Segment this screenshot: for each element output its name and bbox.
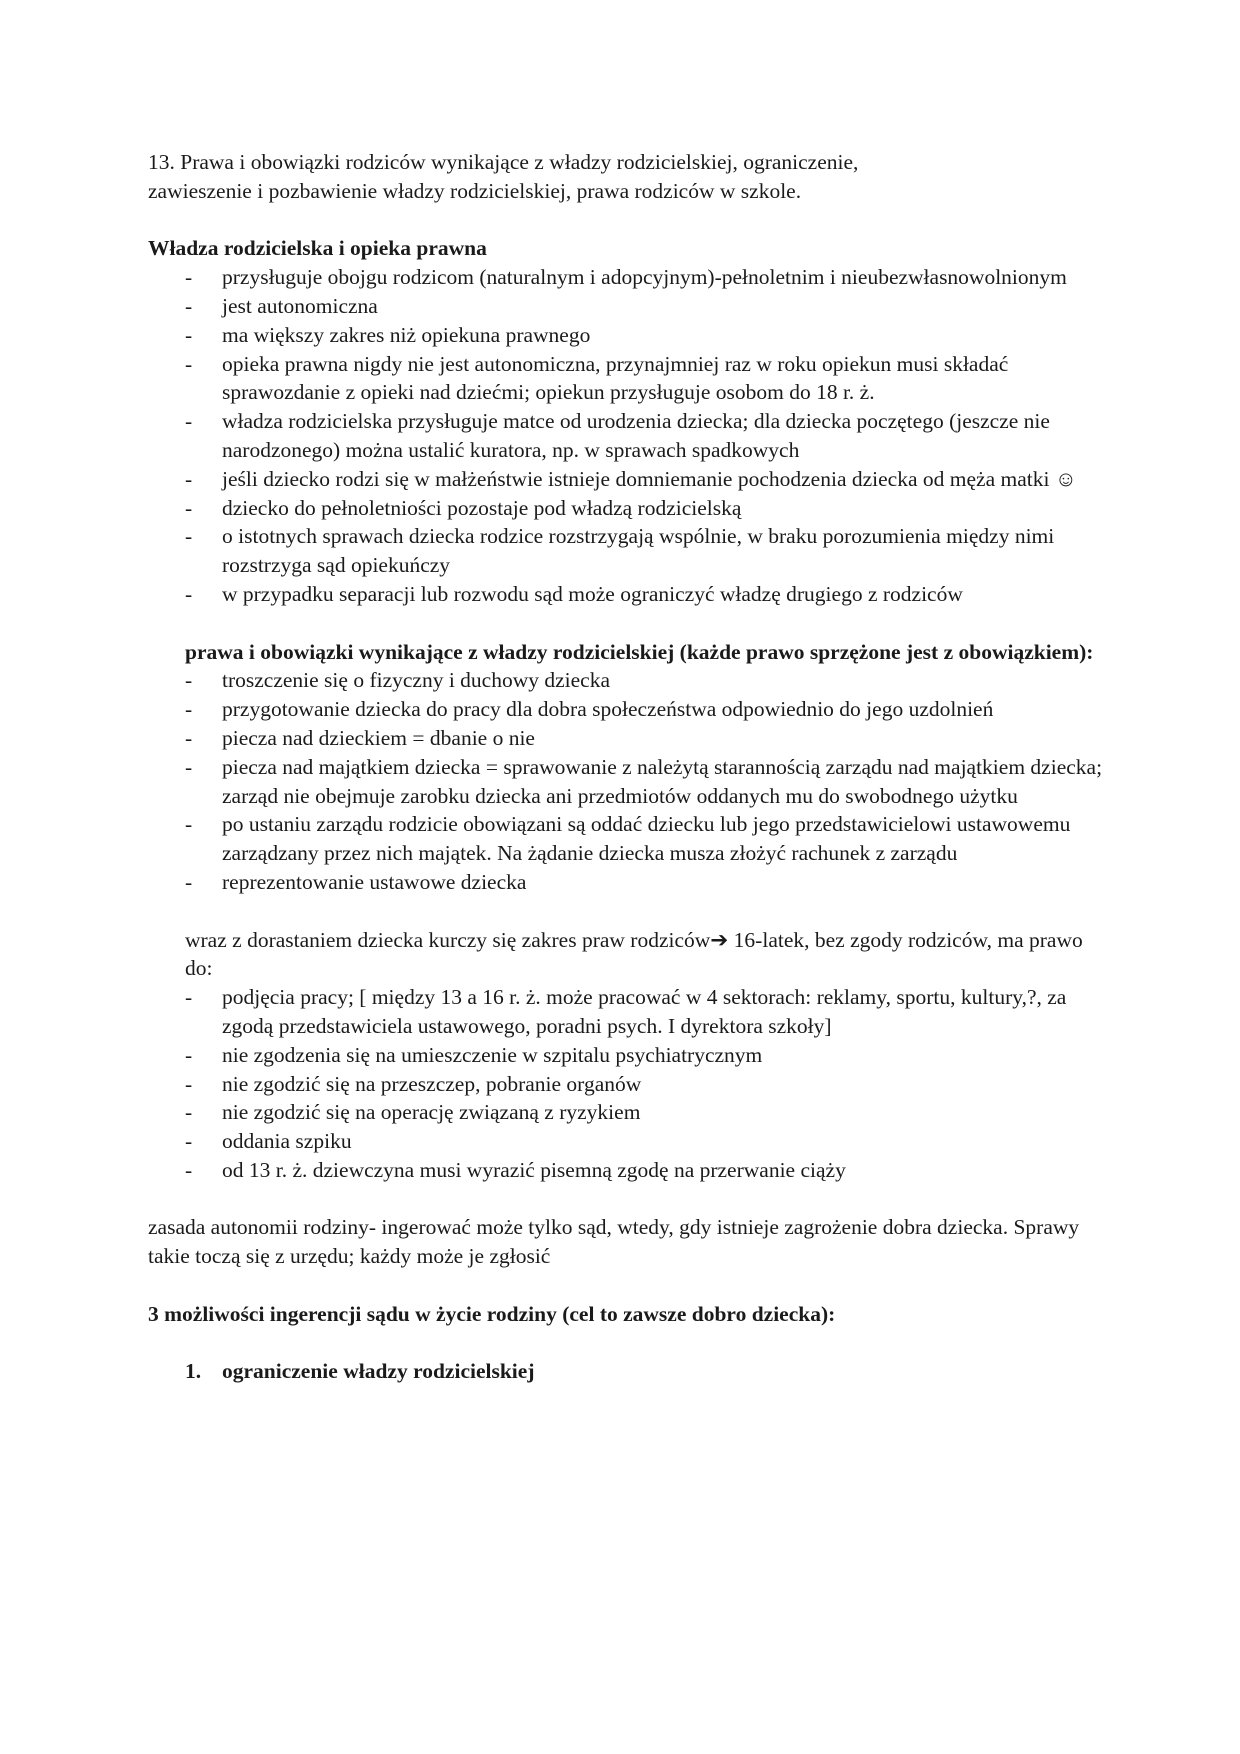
teenager-rights-intro: wraz z dorastaniem dziecka kurczy się zakres praw rodziców➔ 16-latek, bez zgody rodziców, ma prawo do: (185, 927, 1083, 981)
family-autonomy-paragraph: zasada autonomii rodziny- ingerować może tylko sąd, wtedy, gdy istnieje zagrożenie dobra dziecka. Sprawy takie toczą się z urzędu; każdy może je zgłosić (148, 1215, 1080, 1269)
list-item: - dziecko do pełnoletniości pozostaje pod władzą rodzicielską (222, 494, 1108, 523)
list-item: - piecza nad majątkiem dziecka = sprawowanie z należytą starannością zarządu nad majątkiem dziecka; zarząd nie obejmuje zarobku dziecka ani przedmiotów oddanych mu do swobodnego użytku (222, 753, 1108, 811)
spacer (148, 897, 1108, 926)
spacer (148, 1271, 1108, 1300)
list-item: - przysługuje obojgu rodzicom (naturalnym i adopcyjnym)-pełnoletnim i nieubezwłasnowolnionym (222, 263, 1108, 292)
list-item: - o istotnych sprawach dziecka rodzice rozstrzygają wspólnie, w braku porozumienia między nimi rozstrzyga sąd opiekuńczy (222, 522, 1108, 580)
list-item: - opieka prawna nigdy nie jest autonomiczna, przynajmniej raz w roku opiekun musi składać sprawozdanie z opieki nad dziećmi; opiekun przysługuje osobom do 18 r. ż. (222, 350, 1108, 408)
rights-duties-list (148, 666, 1108, 896)
list-item: - nie zgodzenia się na umieszczenie w szpitalu psychiatrycznym (222, 1041, 1108, 1070)
parental-authority-list (148, 263, 1108, 609)
list-item: - oddania szpiku (222, 1127, 1108, 1156)
section-heading-parental-authority: Władza rodzicielska i opieka prawna (148, 236, 487, 261)
spacer (148, 1185, 1108, 1214)
list-item: - po ustaniu zarządu rodzicie obowiązani są oddać dziecku lub jego przedstawicielowi ustawowemu zarządzany przez nich majątek. Na żądanie dziecka musza złożyć rachunek z zarządu (222, 810, 1108, 868)
list-item: - nie zgodzić się na przeszczep, pobranie organów (222, 1070, 1108, 1099)
list-item: - piecza nad dzieckiem = dbanie o nie (222, 724, 1108, 753)
spacer (148, 609, 1108, 638)
numbered-item-marker: 1. (185, 1359, 202, 1384)
teenager-rights-list (148, 983, 1108, 1185)
list-item: - od 13 r. ż. dziewczyna musi wyrazić pisemną zgodę na przerwanie ciąży (222, 1156, 1108, 1185)
document-title-line-1: 13. Prawa i obowiązki rodziców wynikające z władzy rodzicielskiej, ograniczenie, (148, 150, 859, 174)
list-item: - nie zgodzić się na operację związaną z ryzykiem (222, 1098, 1108, 1127)
list-item: - reprezentowanie ustawowe dziecka (222, 868, 1108, 897)
list-item: - troszczenie się o fizyczny i duchowy dziecka (222, 666, 1108, 695)
list-item: - jest autonomiczna (222, 292, 1108, 321)
section-heading-rights-duties: prawa i obowiązki wynikające z władzy rodzicielskiej (każde prawo sprzężone jest z obowiązkiem): (185, 639, 1094, 664)
list-item: - w przypadku separacji lub rozwodu sąd może ograniczyć władzę drugiego z rodziców (222, 580, 1108, 609)
section-heading-court-intervention: 3 możliwości ingerencji sądu w życie rodziny (cel to zawsze dobro dziecka): (148, 1301, 836, 1326)
numbered-item (185, 1357, 1108, 1386)
spacer (148, 206, 1108, 235)
list-item: - władza rodzicielska przysługuje matce od urodzenia dziecka; dla dziecka poczętego (jeszcze nie narodzonego) można ustalić kuratora, np. w sprawach spadkowych (222, 407, 1108, 465)
court-intervention-list (148, 1357, 1108, 1386)
list-item: - ma większy zakres niż opiekuna prawnego (222, 321, 1108, 350)
document-title-line-2: zawieszenie i pozbawienie władzy rodzicielskiej, prawa rodziców w szkole. (148, 178, 802, 203)
list-item: - podjęcia pracy; [ między 13 a 16 r. ż. może pracować w 4 sektorach: reklamy, sportu, kultury,?, za zgodą przedstawiciela ustawowego, poradni psych. I dyrektora szkoły] (222, 983, 1108, 1041)
document-page (148, 148, 1108, 1386)
list-item: - przygotowanie dziecka do pracy dla dobra społeczeństwa odpowiednio do jego uzdolnień (222, 695, 1108, 724)
spacer (148, 1329, 1108, 1358)
list-item: - jeśli dziecko rodzi się w małżeństwie istnieje domniemanie pochodzenia dziecka od męża matki ☺ (222, 465, 1108, 494)
numbered-item-text: ograniczenie władzy rodzicielskiej (222, 1359, 535, 1384)
